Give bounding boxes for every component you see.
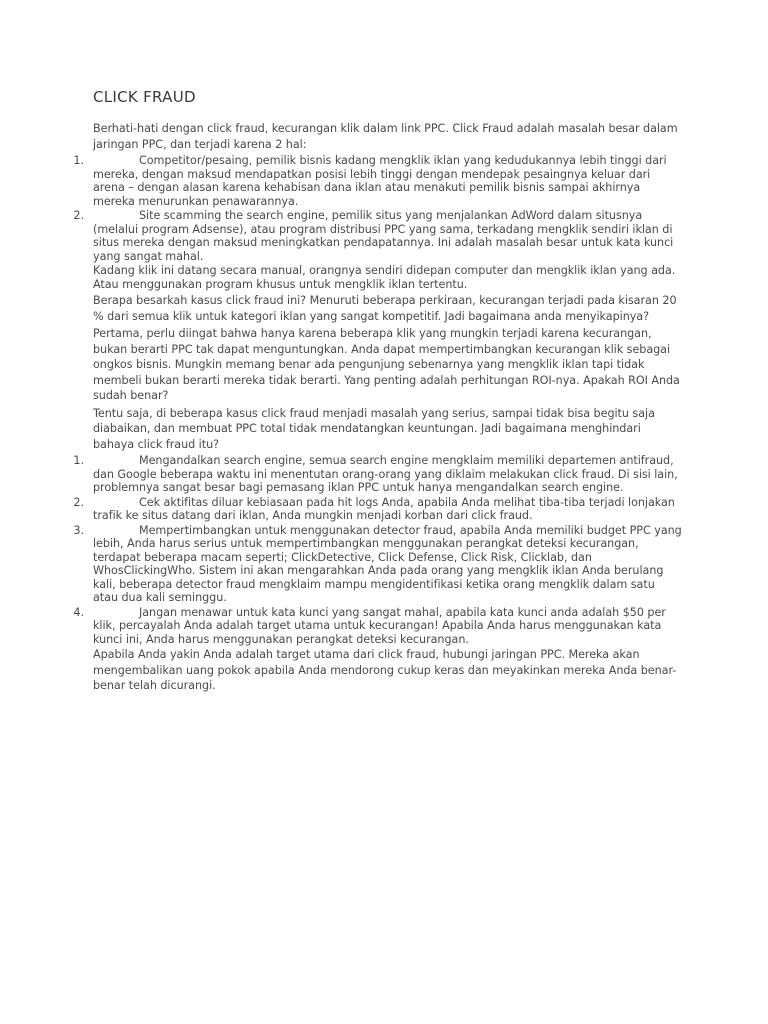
list-number: 2. <box>73 495 84 509</box>
list-item <box>73 605 683 647</box>
list-item <box>73 495 683 523</box>
document-body <box>73 121 683 696</box>
list-item <box>73 523 683 605</box>
list-number: 4. <box>73 605 84 619</box>
list-item <box>73 154 683 208</box>
list-item-text: Site scamming the search engine, pemilik situs yang menjalankan AdWord dalam situsnya (melalui program Adsense), atau program distribusi PPC yang sama, terkadang mengklik sendiri iklan di situs mereka dengan maksud meningkatkan pendapatannya. Ini adalah masalah besar untuk kata kunci yang sangat mahal. <box>93 209 674 263</box>
intro-paragraph: Berhati-hati dengan click fraud, kecurangan klik dalam link PPC. Click Fraud adalah masalah besar dalam jaringan PPC, dan terjadi karena 2 hal: <box>93 122 678 151</box>
list-item-text: Competitor/pesaing, pemilik bisnis kadang mengklik iklan yang kedudukannya lebih tinggi dari mereka, dengan maksud mendapatkan posisi lebih tinggi dengan mendepak pesaingnya keluar dari arena – dengan alasan karena kehabisan dana iklan atau menakuti pemilik bisnis sampai akhirnya mereka menurunkan penawarannya. <box>93 154 667 208</box>
list-item-text: Jangan menawar untuk kata kunci yang sangat mahal, apabila kata kunci anda adalah $50 per klik, percayalah Anda adalah target utama untuk kecurangan! Apabila Anda harus menggunakan kata kunci ini, Anda harus menggunakan perangkat deteksi kecurangan. <box>93 605 666 646</box>
causes-list <box>73 154 683 263</box>
list-item-text: Mempertimbangkan untuk menggunakan detector fraud, apabila Anda memiliki budget PPC yang lebih, Anda harus serius untuk mempertimbangkan menggunakan perangkat deteksi kecurangan, terdapat beberapa macam seperti; ClickDetective, Click Defense, Click Risk, Clicklab, dan WhosClickingWho. Sistem ini akan mengarahkan Anda pada orang yang mengklik iklan Anda berulang kali, beberapa detector fraud mengklaim mampu mengidentifikasi ketika orang mengklik dalam satu atau dua kali seminggu. <box>93 523 682 604</box>
list-item <box>73 454 683 495</box>
list-number: 1. <box>73 154 84 167</box>
document-title: CLICK FRAUD <box>93 88 196 106</box>
prevention-list <box>73 454 683 646</box>
body-paragraph: Kadang klik ini datang secara manual, orangnya sendiri didepan computer dan mengklik iklan yang ada. Atau menggunakan program khusus untuk mengklik iklan tertentu. <box>93 264 676 291</box>
body-paragraph: Pertama, perlu diingat bahwa hanya karena beberapa klik yang mungkin terjadi karena kecurangan, bukan berarti PPC tak dapat menguntungkan. Anda dapat mempertimbangkan kecurangan klik sebagai ongkos bisnis. Mungkin memang benar ada pengunjung sebenarnya yang mengklik iklan tapi tidak membeli bukan berarti mereka tidak berarti. Yang penting adalah perhitungan ROI-nya. Apakah ROI Anda sudah benar? <box>93 327 680 402</box>
list-item-text: Mengandalkan search engine, semua search engine mengklaim memiliki departemen antifraud, dan Google beberapa waktu ini menentutan orang-orang yang diklaim melakukan click fraud. Di sisi lain, problemnya sangat besar bagi pemasang iklan PPC untuk hanya mengandalkan search engine. <box>93 454 678 494</box>
list-item-text: Cek aktifitas diluar kebiasaan pada hit logs Anda, apabila Anda melihat tiba-tiba terjadi lonjakan trafik ke situs datang dari iklan, Anda mungkin menjadi korban dari click fraud. <box>93 495 675 522</box>
list-number: 3. <box>73 523 84 537</box>
list-item <box>73 209 683 263</box>
body-paragraph: Berapa besarkah kasus click fraud ini? Menuruti beberapa perkiraan, kecurangan terjadi pada kisaran 20 % dari semua klik untuk kategori iklan yang sangat kompetitif. Jadi bagaimana anda menyikapinya? <box>93 294 677 323</box>
list-number: 1. <box>73 454 84 467</box>
list-number: 2. <box>73 209 84 222</box>
closing-paragraph: Apabila Anda yakin Anda adalah target utama dari click fraud, hubungi jaringan PPC. Mereka akan mengembalikan uang pokok apabila Anda mendorong cukup keras dan meyakinkan mereka Anda benar-benar telah dicurangi. <box>93 648 677 692</box>
body-paragraph: Tentu saja, di beberapa kasus click fraud menjadi masalah yang serius, sampai tidak bisa begitu saja diabaikan, dan membuat PPC total tidak mendatangkan keuntungan. Jadi bagaimana menghindari bahaya click fraud itu? <box>93 406 655 451</box>
